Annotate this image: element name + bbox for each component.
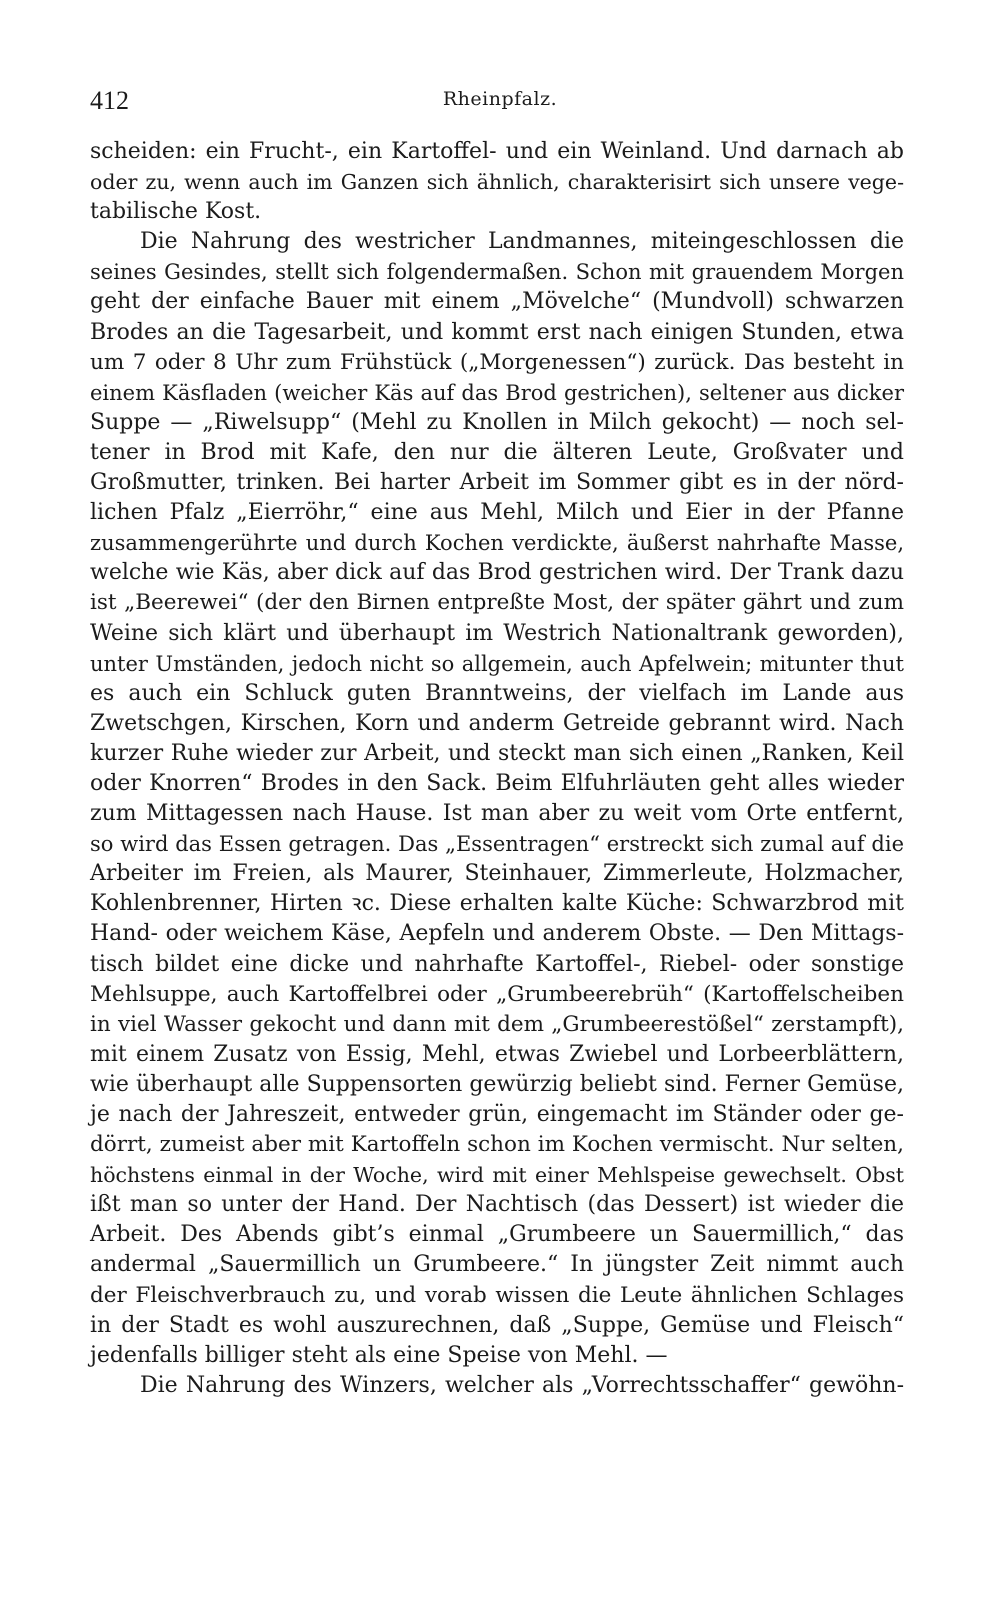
text-line: Arbeit. Des Abends gibt’s einmal „Grumbeere un Sauermillich,“ das bbox=[90, 1222, 904, 1248]
text-line: in der Stadt es wohl auszurechnen, daß „Suppe, Gemüse und Fleisch“ bbox=[90, 1312, 904, 1338]
text-line: mit einem Zusatz von Essig, Mehl, etwas Zwiebel und Lorbeerblättern, bbox=[90, 1041, 904, 1067]
text-line: welche wie Käs, aber dick auf das Brod gestrichen wird. Der Trank dazu bbox=[90, 560, 904, 586]
text-line: Die Nahrung des westricher Landmannes, miteingeschlossen die bbox=[140, 229, 904, 255]
text-line: unter Umständen, jedoch nicht so allgemein, auch Apfelwein; mitunter thut bbox=[90, 651, 904, 676]
text-line: es auch ein Schluck guten Branntweins, der vielfach im Lande aus bbox=[90, 680, 904, 706]
text-line: Hand- oder weichem Käse, Aepfeln und anderem Obste. — Den Mittags- bbox=[90, 921, 904, 947]
text-line: tisch bildet eine dicke und nahrhafte Kartoffel-, Riebel- oder sonstige bbox=[90, 951, 904, 977]
text-line: wie überhaupt alle Suppensorten gewürzig beliebt sind. Ferner Gemüse, bbox=[90, 1071, 904, 1097]
text-line: oder zu, wenn auch im Ganzen sich ähnlich, charakterisirt sich unsere vege- bbox=[90, 170, 904, 195]
text-line: um 7 oder 8 Uhr zum Frühstück („Morgenessen“) zurück. Das besteht in bbox=[90, 349, 904, 375]
text-line: Kohlenbrenner, Hirten ꝛc. Diese erhalten kalte Küche: Schwarzbrod mit bbox=[90, 891, 904, 917]
text-line: tabilische Kost. bbox=[90, 199, 262, 225]
page-number: 412 bbox=[90, 86, 129, 115]
text-line: der Fleischverbrauch zu, und vorab wissen die Leute ähnlichen Schlages bbox=[90, 1282, 904, 1308]
running-head: Rheinpfalz. bbox=[442, 88, 558, 110]
text-line: oder Knorren“ Brodes in den Sack. Beim Elfuhrläuten geht alles wieder bbox=[90, 770, 904, 796]
text-line: geht der einfache Bauer mit einem „Mövelche“ (Mundvoll) schwarzen bbox=[90, 289, 904, 315]
text-line: kurzer Ruhe wieder zur Arbeit, und steckt man sich einen „Ranken, Keil bbox=[90, 740, 904, 766]
text-line: jedenfalls billiger steht als eine Speise von Mehl. — bbox=[90, 1342, 668, 1368]
text-line: tener in Brod mit Kafe, den nur die älteren Leute, Großvater und bbox=[90, 439, 904, 465]
text-line: in viel Wasser gekocht und dann mit dem „Grumbeerestößel“ zerstampft), bbox=[90, 1011, 904, 1037]
page-header bbox=[0, 86, 1000, 120]
text-line: Weine sich klärt und überhaupt im Westrich Nationaltrank geworden), bbox=[90, 620, 904, 646]
text-line: Zwetschgen, Kirschen, Korn und anderm Getreide gebrannt wird. Nach bbox=[90, 710, 904, 736]
text-line: dörrt, zumeist aber mit Kartoffeln schon im Kochen vermischt. Nur selten, bbox=[90, 1132, 904, 1158]
text-line: ist „Beerewei“ (der den Birnen entpreßte Most, der später gährt und zum bbox=[90, 590, 904, 616]
text-line: je nach der Jahreszeit, entweder grün, eingemacht im Ständer oder ge- bbox=[90, 1102, 904, 1127]
text-line: seines Gesindes, stellt sich folgendermaßen. Schon mit grauendem Morgen bbox=[90, 260, 904, 285]
text-line: Mehlsuppe, auch Kartoffelbrei oder „Grumbeerebrüh“ (Kartoffelscheiben bbox=[90, 981, 904, 1007]
text-line: Brodes an die Tagesarbeit, und kommt erst nach einigen Stunden, etwa bbox=[90, 319, 904, 345]
text-line: einem Käsfladen (weicher Käs auf das Brod gestrichen), seltener aus dicker bbox=[90, 380, 904, 405]
text-line: ißt man so unter der Hand. Der Nachtisch (das Dessert) ist wieder die bbox=[90, 1192, 904, 1218]
text-line: Suppe — „Riwelsupp“ (Mehl zu Knollen in Milch gekocht) — noch sel- bbox=[90, 409, 904, 435]
text-line: zum Mittagessen nach Hause. Ist man aber zu weit vom Orte entfernt, bbox=[90, 801, 904, 827]
text-line: Großmutter, trinken. Bei harter Arbeit im Sommer gibt es in der nörd- bbox=[90, 470, 904, 496]
text-line: zusammengerührte und durch Kochen verdickte, äußerst nahrhafte Masse, bbox=[90, 531, 904, 556]
text-line: höchstens einmal in der Woche, wird mit einer Mehlspeise gewechselt. Obst bbox=[90, 1163, 904, 1188]
body-text bbox=[90, 137, 904, 1401]
text-line: scheiden: ein Frucht-, ein Kartoffel- und ein Weinland. Und darnach ab bbox=[90, 139, 904, 164]
text-line: andermal „Sauermillich un Grumbeere.“ In jüngster Zeit nimmt auch bbox=[90, 1252, 904, 1278]
text-line: Die Nahrung des Winzers, welcher als „Vorrechtsschaffer“ gewöhn- bbox=[140, 1372, 904, 1398]
text-line: Arbeiter im Freien, als Maurer, Steinhauer, Zimmerleute, Holzmacher, bbox=[90, 861, 904, 887]
text-line: so wird das Essen getragen. Das „Essentragen“ erstreckt sich zumal auf die bbox=[90, 832, 904, 857]
text-line: lichen Pfalz „Eierröhr,“ eine aus Mehl, Milch und Eier in der Pfanne bbox=[90, 500, 904, 526]
